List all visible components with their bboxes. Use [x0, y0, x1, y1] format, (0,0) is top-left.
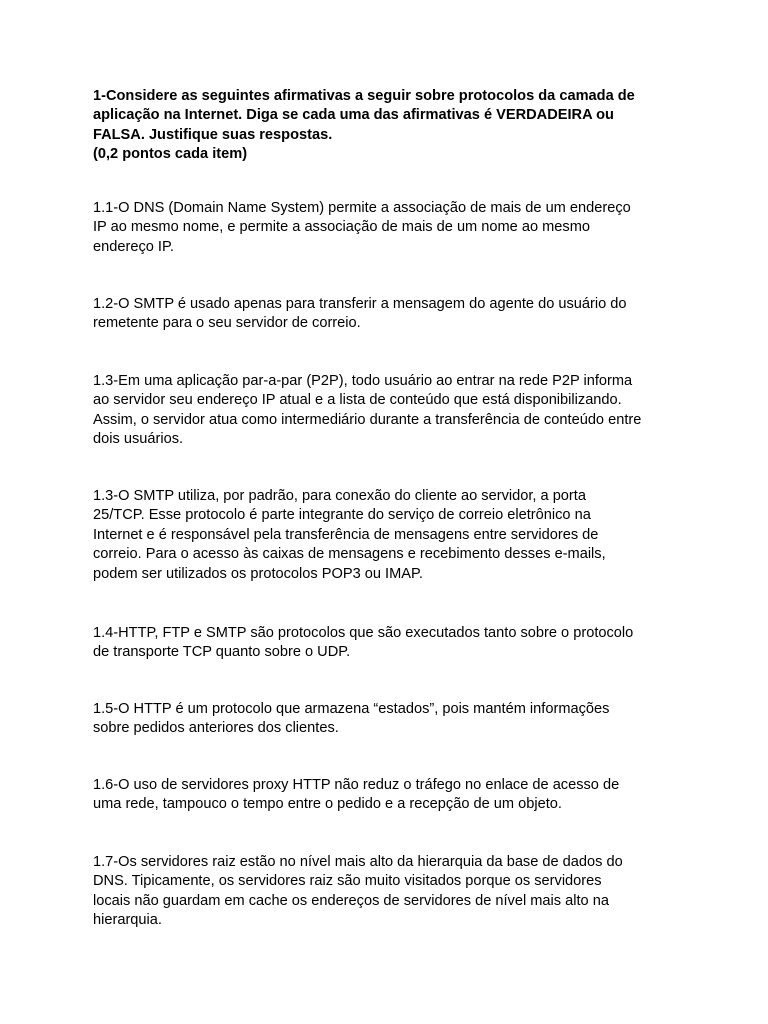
statement-line: 1.6-O uso de servidores proxy HTTP não reduz o tráfego no enlace de acesso de: [93, 777, 620, 793]
statement-line: Internet e é responsável pela transferência de mensagens entre servidores de: [93, 526, 599, 543]
statement-line: locais não guardam em cache os endereços de servidores de nível mais alto na: [93, 892, 609, 909]
statement-line: Assim, o servidor atua como intermediário durante a transferência de conteúdo entre: [93, 411, 642, 428]
statement-line: 1.1-O DNS (Domain Name System) permite a associação de mais de um endereço: [93, 200, 631, 216]
statement-1-5: [93, 700, 683, 739]
statement-line: ao servidor seu endereço IP atual e a lista de conteúdo que está disponibilizando.: [93, 392, 622, 409]
heading-line: FALSA. Justifique suas respostas.: [93, 126, 333, 143]
statement-line: 25/TCP. Esse protocolo é parte integrante do serviço de correio eletrônico na: [93, 507, 591, 524]
statement-line: hierarquia.: [93, 912, 162, 929]
statement-line: IP ao mesmo nome, e permite a associação de mais de um nome ao mesmo: [93, 219, 590, 236]
statement-1-3-smtp: [93, 487, 683, 584]
statement-1-1: [93, 199, 683, 257]
statement-line: dois usuários.: [93, 431, 184, 448]
document-page: [93, 87, 683, 929]
statement-1-7: [93, 853, 683, 931]
statement-1-4: [93, 624, 683, 663]
statement-line: 1.7-Os servidores raiz estão no nível mais alto da hierarquia da base de dados do: [93, 854, 623, 870]
question-heading: [93, 87, 683, 165]
statement-line: de transporte TCP quanto sobre o UDP.: [93, 644, 351, 661]
heading-line: 1-Considere as seguintes afirmativas a seguir sobre protocolos da camada de: [93, 88, 635, 104]
statement-line: podem ser utilizados os protocolos POP3 ou IMAP.: [93, 565, 423, 582]
statement-line: correio. Para o acesso às caixas de mensagens e recebimento desses e-mails,: [93, 546, 606, 563]
statement-line: uma rede, tampouco o tempo entre o pedido e a recepção de um objeto.: [93, 796, 562, 813]
statement-line: 1.5-O HTTP é um protocolo que armazena “estados”, pois mantém informações: [93, 701, 610, 717]
statement-1-3-p2p: [93, 372, 683, 450]
statement-1-2: [93, 295, 683, 334]
statement-line: 1.3-Em uma aplicação par-a-par (P2P), todo usuário ao entrar na rede P2P informa: [93, 373, 633, 389]
statement-line: DNS. Tipicamente, os servidores raiz são muito visitados porque os servidores: [93, 873, 602, 890]
statement-line: 1.3-O SMTP utiliza, por padrão, para conexão do cliente ao servidor, a porta: [93, 488, 586, 504]
statement-1-6: [93, 776, 683, 815]
statement-line: remetente para o seu servidor de correio.: [93, 315, 361, 332]
statement-line: 1.4-HTTP, FTP e SMTP são protocolos que são executados tanto sobre o protocolo: [93, 625, 634, 641]
heading-line: (0,2 pontos cada item): [93, 146, 248, 163]
statement-line: sobre pedidos anteriores dos clientes.: [93, 720, 339, 737]
statement-line: 1.2-O SMTP é usado apenas para transferir a mensagem do agente do usuário do: [93, 296, 627, 312]
statement-line: endereço IP.: [93, 238, 174, 255]
heading-line: aplicação na Internet. Diga se cada uma das afirmativas é VERDADEIRA ou: [93, 107, 614, 124]
